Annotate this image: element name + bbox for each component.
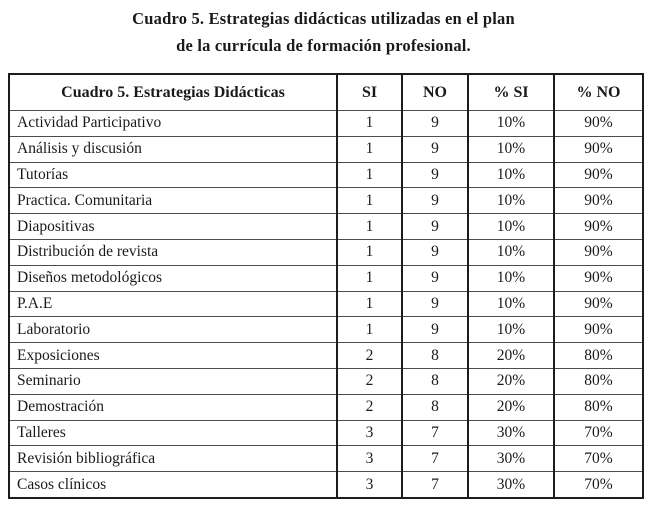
cell-no: 9	[402, 317, 468, 343]
cell-strategy: Seminario	[9, 368, 337, 394]
cell-si: 1	[337, 239, 402, 265]
cell-no: 9	[402, 214, 468, 240]
cell-no: 9	[402, 188, 468, 214]
cell-pct-no: 70%	[554, 446, 643, 472]
cell-no: 7	[402, 446, 468, 472]
title-line-1: Cuadro 5. Estrategias didácticas utilizadas en el plan	[132, 9, 515, 28]
cell-pct-si: 10%	[468, 162, 554, 188]
cell-si: 1	[337, 111, 402, 137]
cell-si: 1	[337, 291, 402, 317]
cell-pct-si: 30%	[468, 472, 554, 498]
cell-no: 9	[402, 291, 468, 317]
table-row	[9, 446, 643, 472]
header-strategy: Cuadro 5. Estrategias Didácticas	[9, 74, 337, 111]
header-no: NO	[402, 74, 468, 111]
table-row	[9, 317, 643, 343]
cell-strategy: Revisión bibliográfica	[9, 446, 337, 472]
cell-strategy: P.A.E	[9, 291, 337, 317]
cell-pct-no: 90%	[554, 162, 643, 188]
table-header-row	[9, 74, 643, 111]
table-row	[9, 239, 643, 265]
cell-strategy: Casos clínicos	[9, 472, 337, 498]
table-row	[9, 343, 643, 369]
table-row	[9, 394, 643, 420]
cell-pct-no: 90%	[554, 214, 643, 240]
cell-strategy: Distribución de revista	[9, 239, 337, 265]
cell-si: 1	[337, 214, 402, 240]
cell-pct-si: 10%	[468, 239, 554, 265]
cell-no: 9	[402, 162, 468, 188]
cell-pct-si: 10%	[468, 265, 554, 291]
cell-si: 1	[337, 162, 402, 188]
table-row	[9, 136, 643, 162]
cell-pct-no: 90%	[554, 239, 643, 265]
cell-pct-si: 20%	[468, 343, 554, 369]
cell-pct-si: 20%	[468, 394, 554, 420]
table-row	[9, 214, 643, 240]
cell-si: 1	[337, 188, 402, 214]
cell-strategy: Tutorías	[9, 162, 337, 188]
cell-si: 2	[337, 343, 402, 369]
cell-pct-no: 80%	[554, 343, 643, 369]
cell-si: 1	[337, 136, 402, 162]
cell-strategy: Practica. Comunitaria	[9, 188, 337, 214]
cell-si: 3	[337, 472, 402, 498]
cell-pct-si: 10%	[468, 111, 554, 137]
cell-no: 7	[402, 420, 468, 446]
cell-pct-si: 10%	[468, 136, 554, 162]
cell-si: 2	[337, 368, 402, 394]
cell-no: 8	[402, 343, 468, 369]
table-row	[9, 162, 643, 188]
cell-no: 7	[402, 472, 468, 498]
table-row	[9, 265, 643, 291]
cell-pct-no: 90%	[554, 291, 643, 317]
table-row	[9, 420, 643, 446]
cell-si: 2	[337, 394, 402, 420]
strategies-table	[8, 73, 644, 499]
table-row	[9, 111, 643, 137]
cell-strategy: Análisis y discusión	[9, 136, 337, 162]
cell-strategy: Exposiciones	[9, 343, 337, 369]
table-row	[9, 291, 643, 317]
header-pct-si: % SI	[468, 74, 554, 111]
cell-no: 9	[402, 265, 468, 291]
table-row	[9, 368, 643, 394]
cell-pct-no: 80%	[554, 394, 643, 420]
cell-si: 1	[337, 265, 402, 291]
table-row	[9, 472, 643, 498]
cell-si: 3	[337, 446, 402, 472]
cell-pct-no: 90%	[554, 136, 643, 162]
cell-no: 9	[402, 111, 468, 137]
title-line-2: de la currícula de formación profesional.	[176, 36, 471, 55]
cell-pct-si: 10%	[468, 188, 554, 214]
cell-pct-si: 30%	[468, 420, 554, 446]
cell-pct-si: 10%	[468, 317, 554, 343]
cell-pct-si: 10%	[468, 214, 554, 240]
table-header	[9, 74, 643, 111]
cell-pct-no: 90%	[554, 188, 643, 214]
cell-si: 3	[337, 420, 402, 446]
cell-no: 8	[402, 394, 468, 420]
header-si: SI	[337, 74, 402, 111]
cell-pct-no: 70%	[554, 420, 643, 446]
table-body	[9, 111, 643, 498]
cell-strategy: Talleres	[9, 420, 337, 446]
cell-pct-no: 90%	[554, 265, 643, 291]
cell-strategy: Demostración	[9, 394, 337, 420]
header-pct-no: % NO	[554, 74, 643, 111]
cell-no: 9	[402, 136, 468, 162]
cell-no: 9	[402, 239, 468, 265]
document-title	[0, 0, 647, 59]
cell-strategy: Diseños metodológicos	[9, 265, 337, 291]
cell-no: 8	[402, 368, 468, 394]
cell-pct-si: 30%	[468, 446, 554, 472]
cell-pct-si: 20%	[468, 368, 554, 394]
cell-strategy: Laboratorio	[9, 317, 337, 343]
cell-pct-no: 70%	[554, 472, 643, 498]
cell-strategy: Actividad Participativo	[9, 111, 337, 137]
cell-si: 1	[337, 317, 402, 343]
cell-pct-no: 90%	[554, 111, 643, 137]
cell-pct-si: 10%	[468, 291, 554, 317]
cell-pct-no: 90%	[554, 317, 643, 343]
cell-strategy: Diapositivas	[9, 214, 337, 240]
cell-pct-no: 80%	[554, 368, 643, 394]
table-row	[9, 188, 643, 214]
